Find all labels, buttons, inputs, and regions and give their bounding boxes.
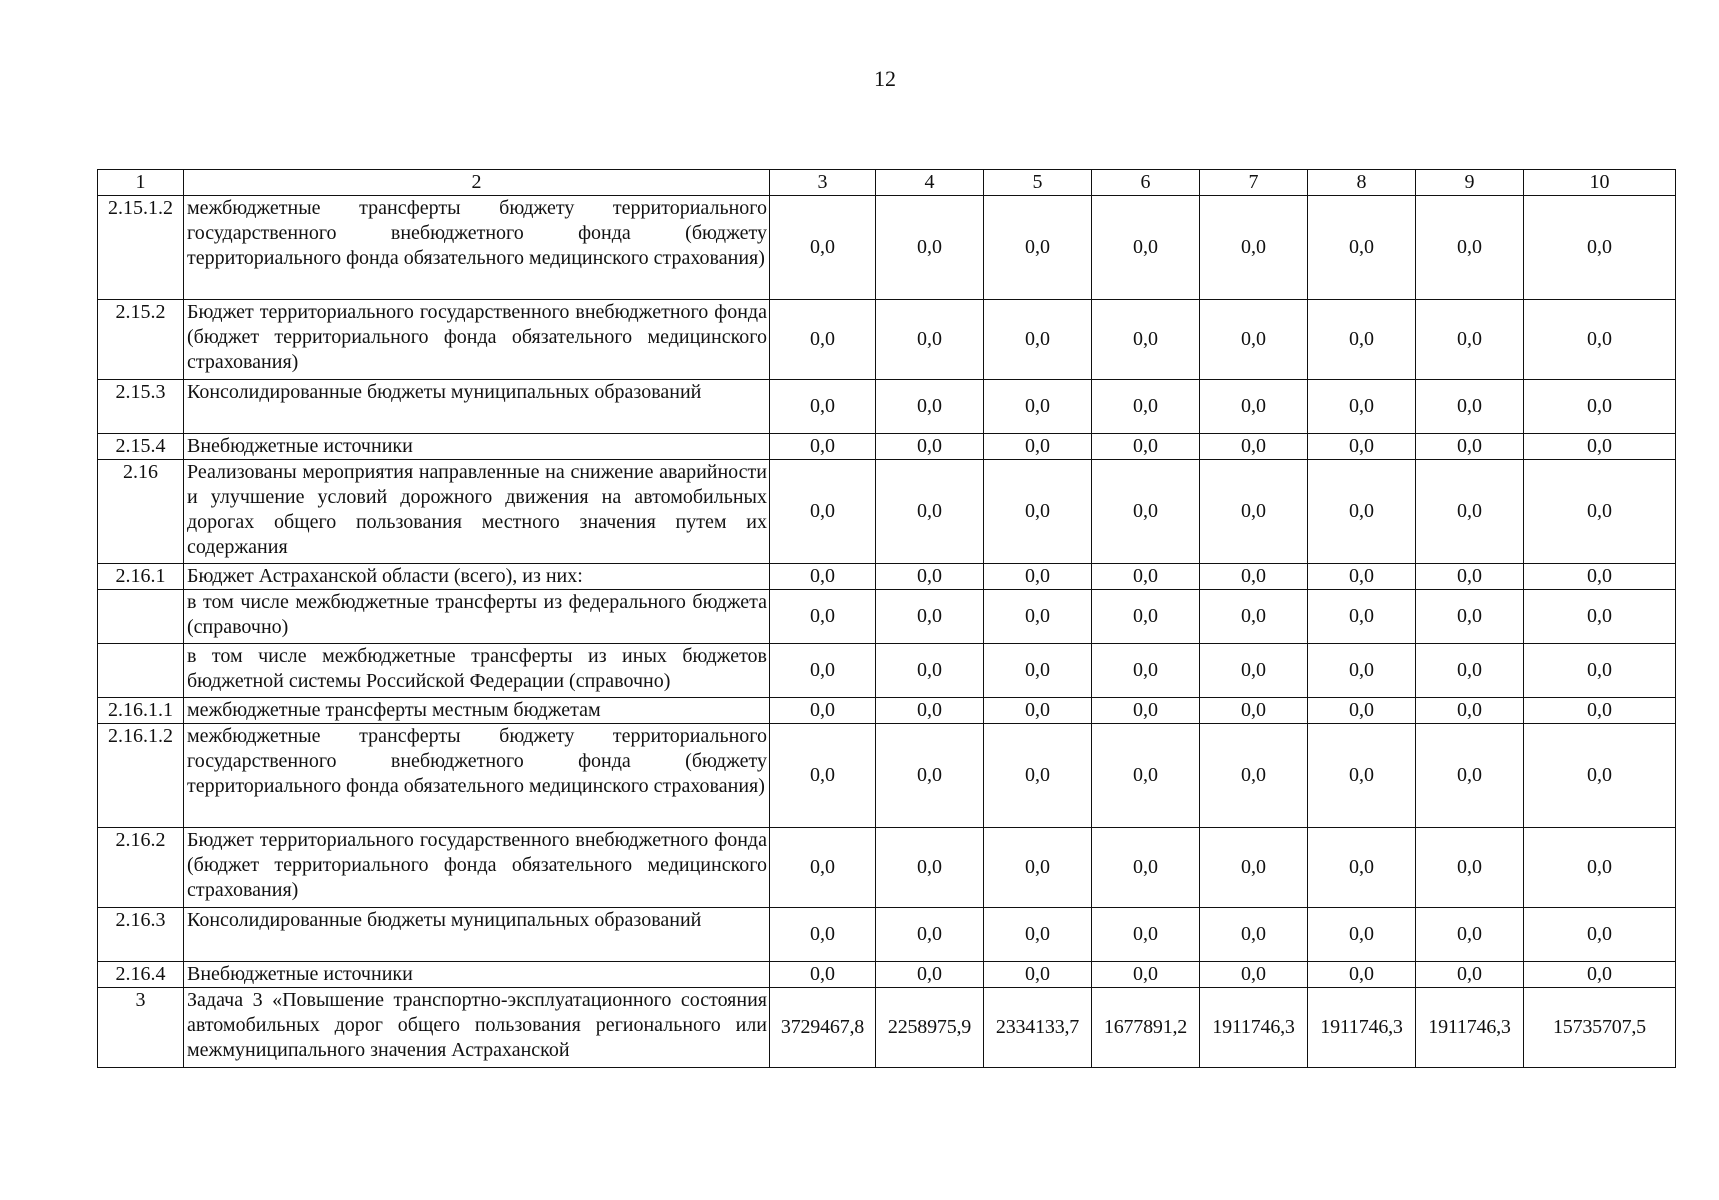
value-cell: 0,0	[984, 590, 1092, 644]
value-cell: 0,0	[770, 300, 876, 380]
row-code	[98, 644, 184, 698]
value-cell: 0,0	[1524, 300, 1676, 380]
value-cell: 0,0	[1092, 564, 1200, 590]
table-row	[98, 644, 1676, 698]
value-cell: 0,0	[1200, 908, 1308, 962]
value-cell: 0,0	[984, 962, 1092, 988]
value-cell: 0,0	[984, 644, 1092, 698]
header-cell: 7	[1200, 170, 1308, 196]
value-cell: 0,0	[984, 300, 1092, 380]
row-description: Внебюджетные источники	[184, 434, 770, 460]
value-cell: 0,0	[1092, 828, 1200, 908]
row-code: 2.16.1.1	[98, 698, 184, 724]
value-cell: 0,0	[1416, 698, 1524, 724]
value-cell: 0,0	[770, 828, 876, 908]
value-cell: 0,0	[1092, 380, 1200, 434]
header-cell: 6	[1092, 170, 1200, 196]
row-code: 2.15.4	[98, 434, 184, 460]
value-cell: 0,0	[876, 196, 984, 300]
value-cell: 0,0	[1308, 434, 1416, 460]
value-cell: 0,0	[876, 828, 984, 908]
value-cell: 0,0	[1416, 828, 1524, 908]
value-cell: 0,0	[1524, 590, 1676, 644]
value-cell: 0,0	[1524, 828, 1676, 908]
value-cell: 0,0	[876, 460, 984, 564]
value-cell: 15735707,5	[1524, 988, 1676, 1068]
value-cell: 0,0	[1308, 724, 1416, 828]
value-cell: 2334133,7	[984, 988, 1092, 1068]
value-cell: 0,0	[1308, 590, 1416, 644]
value-cell: 0,0	[1092, 724, 1200, 828]
value-cell: 0,0	[984, 380, 1092, 434]
row-code: 3	[98, 988, 184, 1068]
value-cell: 0,0	[770, 460, 876, 564]
header-cell: 8	[1308, 170, 1416, 196]
row-code: 2.15.3	[98, 380, 184, 434]
value-cell: 0,0	[770, 434, 876, 460]
page-number: 12	[874, 66, 896, 91]
value-cell: 0,0	[1092, 434, 1200, 460]
row-description: Бюджет территориального государственного внебюджетного фонда (бюджет территориального фонда обязательного медицинского страхования)	[184, 300, 770, 380]
table-row	[98, 460, 1676, 564]
value-cell: 0,0	[770, 724, 876, 828]
value-cell: 0,0	[1200, 300, 1308, 380]
header-cell: 4	[876, 170, 984, 196]
row-code: 2.16.1	[98, 564, 184, 590]
value-cell: 0,0	[876, 380, 984, 434]
value-cell: 0,0	[770, 962, 876, 988]
row-code: 2.16.2	[98, 828, 184, 908]
value-cell: 0,0	[984, 724, 1092, 828]
row-description: межбюджетные трансферты бюджету территориального государственного внебюджетного фонда (бюджету территориального фонда обязательного медицинского страхования)	[184, 724, 770, 828]
value-cell: 0,0	[770, 196, 876, 300]
value-cell: 0,0	[1200, 380, 1308, 434]
value-cell: 0,0	[1416, 590, 1524, 644]
value-cell: 0,0	[1416, 908, 1524, 962]
value-cell: 0,0	[1416, 644, 1524, 698]
budget-table	[97, 169, 1676, 1068]
value-cell: 0,0	[1200, 590, 1308, 644]
value-cell: 0,0	[1200, 828, 1308, 908]
row-description: межбюджетные трансферты местным бюджетам	[184, 698, 770, 724]
value-cell: 0,0	[876, 908, 984, 962]
row-description: Бюджет территориального государственного внебюджетного фонда (бюджет территориального фонда обязательного медицинского страхования)	[184, 828, 770, 908]
row-code: 2.15.2	[98, 300, 184, 380]
value-cell: 0,0	[1524, 564, 1676, 590]
value-cell: 0,0	[1200, 196, 1308, 300]
value-cell: 0,0	[1524, 908, 1676, 962]
value-cell: 0,0	[1308, 908, 1416, 962]
value-cell: 0,0	[770, 698, 876, 724]
value-cell: 0,0	[1092, 460, 1200, 564]
value-cell: 0,0	[876, 698, 984, 724]
value-cell: 0,0	[1524, 962, 1676, 988]
value-cell: 0,0	[1416, 460, 1524, 564]
value-cell: 0,0	[1092, 300, 1200, 380]
table-row	[98, 380, 1676, 434]
value-cell: 0,0	[1416, 300, 1524, 380]
value-cell: 0,0	[876, 564, 984, 590]
row-description: Консолидированные бюджеты муниципальных образований	[184, 908, 770, 962]
value-cell: 0,0	[1308, 460, 1416, 564]
value-cell: 1911746,3	[1200, 988, 1308, 1068]
value-cell: 0,0	[1524, 698, 1676, 724]
table-row	[98, 300, 1676, 380]
value-cell: 0,0	[1308, 644, 1416, 698]
table-row	[98, 988, 1676, 1068]
row-code	[98, 590, 184, 644]
value-cell: 1911746,3	[1416, 988, 1524, 1068]
header-row	[98, 170, 1676, 196]
value-cell: 0,0	[1416, 434, 1524, 460]
value-cell: 0,0	[1200, 698, 1308, 724]
value-cell: 0,0	[984, 564, 1092, 590]
value-cell: 0,0	[984, 434, 1092, 460]
value-cell: 0,0	[770, 380, 876, 434]
value-cell: 1911746,3	[1308, 988, 1416, 1068]
value-cell: 0,0	[1416, 196, 1524, 300]
row-description: Внебюджетные источники	[184, 962, 770, 988]
value-cell: 0,0	[1200, 724, 1308, 828]
header-cell: 10	[1524, 170, 1676, 196]
value-cell: 0,0	[1524, 434, 1676, 460]
row-description: Консолидированные бюджеты муниципальных образований	[184, 380, 770, 434]
value-cell: 0,0	[1200, 460, 1308, 564]
value-cell: 0,0	[1416, 724, 1524, 828]
value-cell: 0,0	[770, 564, 876, 590]
value-cell: 0,0	[770, 908, 876, 962]
value-cell: 0,0	[984, 828, 1092, 908]
value-cell: 0,0	[770, 590, 876, 644]
value-cell: 0,0	[1524, 460, 1676, 564]
value-cell: 0,0	[770, 644, 876, 698]
value-cell: 0,0	[1092, 196, 1200, 300]
value-cell: 0,0	[1416, 564, 1524, 590]
value-cell: 0,0	[1308, 564, 1416, 590]
value-cell: 0,0	[1308, 196, 1416, 300]
value-cell: 0,0	[1200, 434, 1308, 460]
row-description: в том числе межбюджетные трансферты из иных бюджетов бюджетной системы Российской Федерации (справочно)	[184, 644, 770, 698]
value-cell: 0,0	[1308, 698, 1416, 724]
row-code: 2.16.4	[98, 962, 184, 988]
value-cell: 0,0	[1308, 380, 1416, 434]
value-cell: 0,0	[984, 460, 1092, 564]
value-cell: 0,0	[1524, 724, 1676, 828]
table-row	[98, 908, 1676, 962]
value-cell: 0,0	[1524, 196, 1676, 300]
value-cell: 0,0	[1200, 564, 1308, 590]
table-row	[98, 828, 1676, 908]
header-cell: 2	[184, 170, 770, 196]
table-row	[98, 962, 1676, 988]
table-body	[98, 170, 1676, 1068]
value-cell: 0,0	[1200, 962, 1308, 988]
value-cell: 0,0	[984, 196, 1092, 300]
value-cell: 0,0	[1524, 380, 1676, 434]
value-cell: 0,0	[1200, 644, 1308, 698]
value-cell: 0,0	[876, 724, 984, 828]
value-cell: 2258975,9	[876, 988, 984, 1068]
table-row	[98, 724, 1676, 828]
row-code: 2.15.1.2	[98, 196, 184, 300]
value-cell: 0,0	[876, 590, 984, 644]
value-cell: 0,0	[1416, 962, 1524, 988]
header-cell: 3	[770, 170, 876, 196]
value-cell: 0,0	[1092, 644, 1200, 698]
value-cell: 3729467,8	[770, 988, 876, 1068]
value-cell: 0,0	[876, 962, 984, 988]
value-cell: 0,0	[876, 434, 984, 460]
row-code: 2.16.3	[98, 908, 184, 962]
row-description: Бюджет Астраханской области (всего), из них:	[184, 564, 770, 590]
header-cell: 1	[98, 170, 184, 196]
value-cell: 0,0	[1092, 962, 1200, 988]
table-row	[98, 434, 1676, 460]
row-description: Задача 3 «Повышение транспортно-эксплуатационного состояния автомобильных дорог общего пользования регионального или межмуниципального значения Астраханской	[184, 988, 770, 1068]
table-row	[98, 564, 1676, 590]
value-cell: 0,0	[1308, 300, 1416, 380]
value-cell: 0,0	[1308, 828, 1416, 908]
value-cell: 0,0	[1308, 962, 1416, 988]
value-cell: 0,0	[1092, 590, 1200, 644]
table-row	[98, 196, 1676, 300]
value-cell: 0,0	[1092, 908, 1200, 962]
value-cell: 0,0	[876, 300, 984, 380]
value-cell: 0,0	[984, 698, 1092, 724]
row-code: 2.16	[98, 460, 184, 564]
value-cell: 0,0	[984, 908, 1092, 962]
row-description: в том числе межбюджетные трансферты из федерального бюджета (справочно)	[184, 590, 770, 644]
value-cell: 0,0	[876, 644, 984, 698]
value-cell: 1677891,2	[1092, 988, 1200, 1068]
header-cell: 5	[984, 170, 1092, 196]
row-description: Реализованы мероприятия направленные на снижение аварийности и улучшение условий дорожного движения на автомобильных дорогах общего пользования местного значения путем их содержания	[184, 460, 770, 564]
header-cell: 9	[1416, 170, 1524, 196]
row-description: межбюджетные трансферты бюджету территориального государственного внебюджетного фонда (бюджету территориального фонда обязательного медицинского страхования)	[184, 196, 770, 300]
table-row	[98, 698, 1676, 724]
row-code: 2.16.1.2	[98, 724, 184, 828]
value-cell: 0,0	[1524, 644, 1676, 698]
value-cell: 0,0	[1092, 698, 1200, 724]
table-row	[98, 590, 1676, 644]
value-cell: 0,0	[1416, 380, 1524, 434]
